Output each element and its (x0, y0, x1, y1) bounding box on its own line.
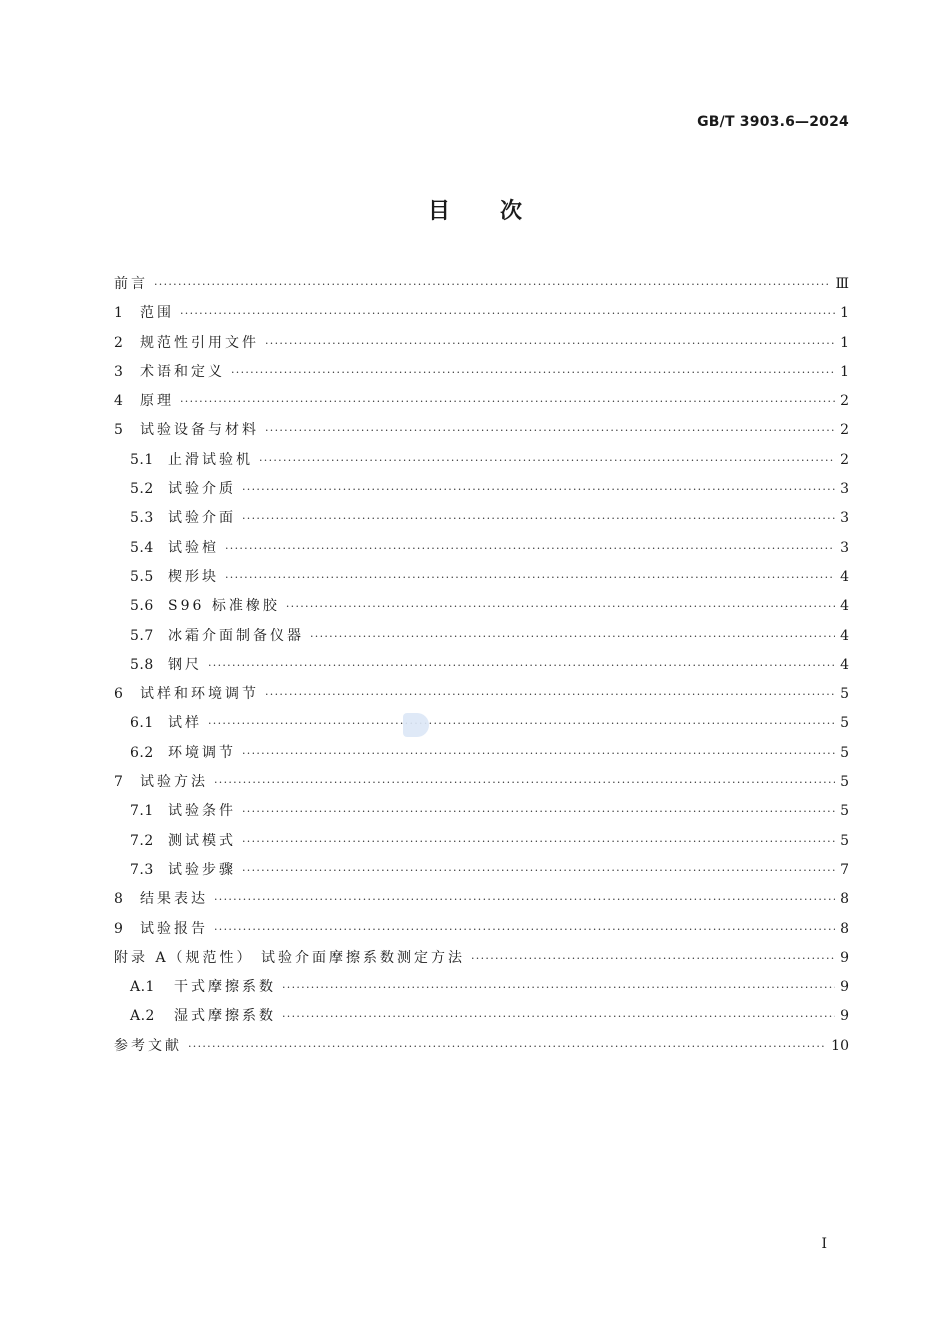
toc-entry-label: 冰霜介面制备仪器 (168, 627, 304, 644)
toc-entry[interactable] (114, 358, 849, 387)
toc-entry[interactable] (114, 973, 849, 1002)
toc-leader-dots (310, 622, 835, 651)
toc-leader-dots (471, 944, 835, 973)
toc-entry-label: 环境调节 (168, 744, 236, 761)
toc-entry-label: 试验介面 (168, 510, 236, 527)
toc-entry-label: 试样 (168, 715, 202, 732)
toc-entry-label: 试验条件 (168, 803, 236, 820)
toc-entry-number: 5.5 (130, 568, 154, 585)
toc-entry-number: 5.8 (130, 656, 154, 673)
toc-entry-page: Ⅲ (835, 276, 849, 292)
toc-entry-number: 2 (114, 334, 124, 351)
toc-entry-label: 止滑试验机 (168, 451, 253, 468)
toc-entry-label: 结果表达 (140, 891, 208, 908)
toc-entry[interactable] (114, 387, 849, 416)
toc-leader-dots (242, 797, 835, 826)
toc-entry-label: 范围 (140, 305, 174, 322)
toc-leader-dots (265, 680, 835, 709)
toc-entry-number: 7.3 (130, 861, 154, 878)
toc-entry[interactable] (114, 856, 849, 885)
toc-entry[interactable] (114, 504, 849, 533)
toc-entry-number: 4 (114, 393, 124, 410)
toc-leader-dots (188, 1032, 827, 1061)
toc-entry-number: 5.3 (130, 510, 154, 527)
watermark-logo-icon (403, 713, 429, 737)
toc-entry-label: 试样和环境调节 (140, 686, 259, 703)
toc-leader-dots (225, 563, 835, 592)
toc-entry[interactable] (114, 797, 849, 826)
toc-entry-page: 5 (840, 803, 849, 820)
toc-leader-dots (265, 329, 835, 358)
toc-entry[interactable] (114, 944, 849, 973)
toc-leader-dots (208, 651, 835, 680)
toc-entry-page: 5 (840, 744, 849, 761)
toc-entry-page: 1 (840, 305, 849, 322)
toc-entry-page: 8 (840, 920, 849, 937)
toc-leader-dots (214, 885, 835, 914)
page-footer-number: Ⅰ (821, 1236, 827, 1252)
toc-entry[interactable] (114, 915, 849, 944)
toc-leader-dots (259, 446, 835, 475)
toc-entry[interactable] (114, 680, 849, 709)
toc-entry[interactable] (114, 709, 849, 738)
toc-leader-dots (282, 973, 835, 1002)
table-of-contents (114, 270, 849, 1061)
toc-entry[interactable] (114, 270, 849, 299)
toc-entry[interactable] (114, 739, 849, 768)
toc-leader-dots (242, 856, 835, 885)
toc-entry[interactable] (114, 1002, 849, 1031)
toc-entry-page: 3 (840, 481, 849, 498)
toc-entry-number: 5.1 (130, 451, 154, 468)
toc-leader-dots (180, 387, 835, 416)
toc-entry-page: 2 (840, 422, 849, 439)
toc-entry-number: 7 (114, 774, 124, 791)
toc-entry-number: 9 (114, 920, 124, 937)
toc-entry[interactable] (114, 446, 849, 475)
toc-entry[interactable] (114, 329, 849, 358)
toc-entry-page: 5 (840, 774, 849, 791)
standard-code: GB/T 3903.6—2024 (697, 114, 849, 130)
toc-entry-number: 5.4 (130, 539, 154, 556)
toc-entry-number: 6.2 (130, 744, 154, 761)
toc-entry-label: 规范性引用文件 (140, 334, 259, 351)
toc-entry-label: 前言 (114, 276, 148, 292)
toc-leader-dots (154, 270, 831, 299)
toc-leader-dots (214, 915, 835, 944)
toc-leader-dots (286, 592, 835, 621)
toc-leader-dots (282, 1002, 835, 1031)
toc-leader-dots (214, 768, 835, 797)
toc-entry[interactable] (114, 299, 849, 328)
toc-entry-number: 3 (114, 363, 124, 380)
toc-entry-label: 楔形块 (168, 568, 219, 585)
toc-entry-label: 试验楦 (168, 539, 219, 556)
toc-entry-label: 测试模式 (168, 832, 236, 849)
toc-entry-page: 5 (840, 715, 849, 732)
toc-entry[interactable] (114, 563, 849, 592)
toc-entry-number: 6.1 (130, 715, 154, 732)
toc-entry-page: 9 (840, 1008, 849, 1025)
toc-entry-number: 1 (114, 305, 124, 322)
toc-entry-label: 附录 A（规范性） 试验介面摩擦系数测定方法 (114, 949, 466, 966)
toc-entry-page: 5 (840, 832, 849, 849)
toc-entry-label: 术语和定义 (140, 363, 225, 380)
toc-entry-page: 4 (840, 568, 849, 585)
toc-entry-number: 7.1 (130, 803, 154, 820)
toc-entry-number: 5 (114, 422, 124, 439)
toc-entry[interactable] (114, 651, 849, 680)
toc-entry-page: 4 (840, 598, 849, 615)
toc-entry[interactable] (114, 592, 849, 621)
toc-entry-page: 4 (840, 656, 849, 673)
toc-entry-number: A.2 (130, 1008, 155, 1025)
toc-leader-dots (242, 739, 835, 768)
toc-entry-label: 干式摩擦系数 (174, 979, 276, 996)
toc-entry-number: A.1 (130, 979, 155, 996)
toc-entry[interactable] (114, 416, 849, 445)
toc-entry-page: 10 (831, 1037, 849, 1054)
toc-entry[interactable] (114, 885, 849, 914)
toc-leader-dots (180, 299, 835, 328)
toc-entry-page: 9 (840, 979, 849, 996)
toc-entry-label: 参考文献 (114, 1037, 182, 1054)
toc-entry[interactable] (114, 475, 849, 504)
toc-entry-label: 试验报告 (140, 920, 208, 937)
toc-entry-page: 2 (840, 451, 849, 468)
toc-entry-page: 2 (840, 393, 849, 410)
toc-leader-dots (265, 416, 835, 445)
toc-entry-page: 1 (840, 363, 849, 380)
toc-entry[interactable] (114, 1032, 849, 1061)
toc-entry-label: 试验步骤 (168, 861, 236, 878)
toc-entry-number: 5.7 (130, 627, 154, 644)
toc-entry-label: 钢尺 (168, 656, 202, 673)
toc-entry-page: 9 (840, 949, 849, 966)
toc-entry-number: 5.6 (130, 598, 154, 615)
toc-entry-label: 湿式摩擦系数 (174, 1008, 276, 1025)
toc-entry-page: 3 (840, 510, 849, 527)
toc-entry[interactable] (114, 768, 849, 797)
toc-entry-page: 3 (840, 539, 849, 556)
toc-entry-page: 4 (840, 627, 849, 644)
toc-leader-dots (242, 504, 835, 533)
toc-entry-number: 8 (114, 891, 124, 908)
toc-entry-number: 7.2 (130, 832, 154, 849)
toc-entry-number: 5.2 (130, 481, 154, 498)
toc-entry[interactable] (114, 622, 849, 651)
toc-entry-label: S96 标准橡胶 (168, 598, 280, 615)
toc-leader-dots (231, 358, 835, 387)
toc-entry-label: 原理 (140, 393, 174, 410)
toc-entry-page: 5 (840, 686, 849, 703)
toc-entry-number: 6 (114, 686, 124, 703)
toc-entry-label: 试验方法 (140, 774, 208, 791)
toc-leader-dots (208, 709, 835, 738)
toc-entry-page: 1 (840, 334, 849, 351)
toc-entry-label: 试验设备与材料 (140, 422, 259, 439)
toc-leader-dots (242, 475, 835, 504)
toc-entry[interactable] (114, 534, 849, 563)
toc-leader-dots (225, 534, 835, 563)
toc-entry[interactable] (114, 827, 849, 856)
toc-entry-label: 试验介质 (168, 481, 236, 498)
toc-entry-page: 7 (840, 861, 849, 878)
toc-entry-page: 8 (840, 891, 849, 908)
page-title: 目次 (427, 199, 572, 224)
toc-leader-dots (242, 827, 835, 856)
